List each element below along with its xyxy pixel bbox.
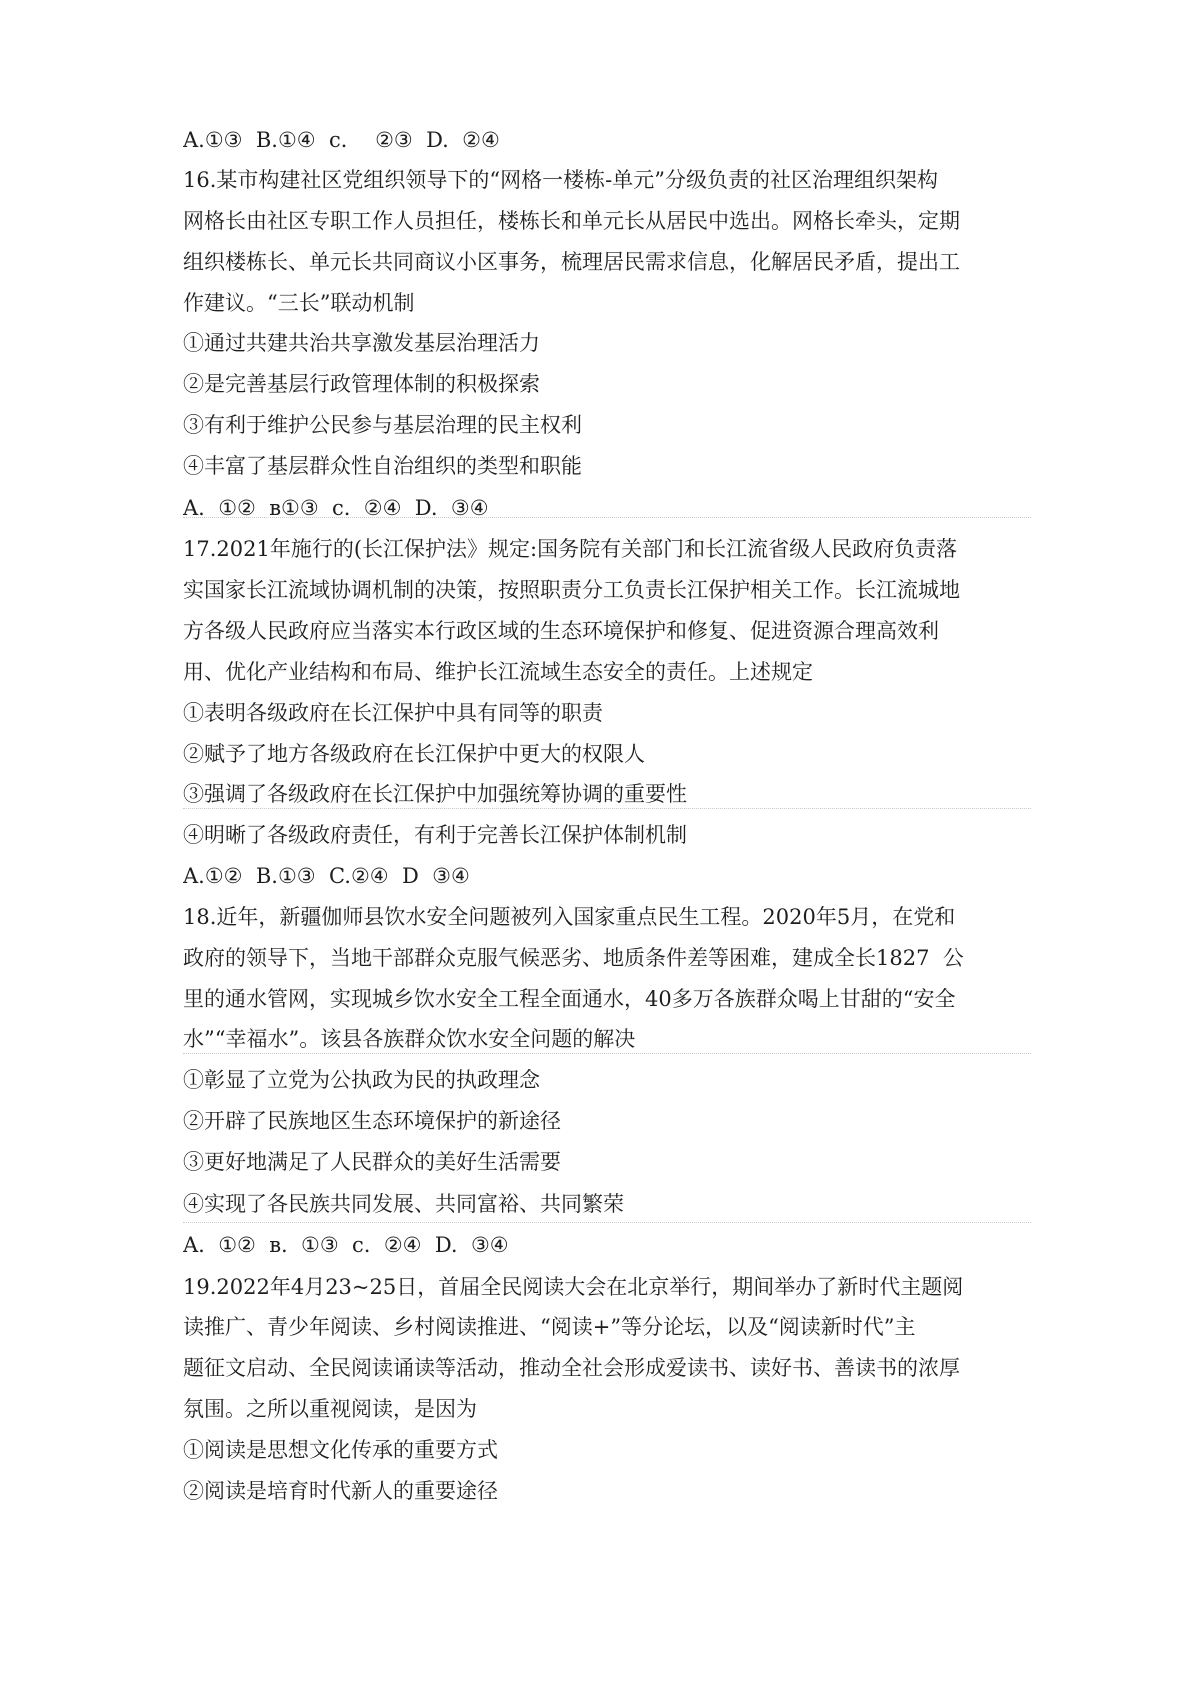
question-19-text: 题征文启动、全民阅读诵读等活动，推动全社会形成爱读书、读好书、善读书的浓厚	[183, 1356, 960, 1380]
question-17-statement: ④明晰了各级政府责任，有利于完善长江保护体制机制	[183, 823, 687, 847]
dotted-divider	[183, 517, 1031, 518]
dotted-divider	[183, 1053, 1031, 1054]
question-19-text: 氛围。之所以重视阅读，是因为	[183, 1397, 477, 1421]
question-16-statement: ③有利于维护公民参与基层治理的民主权利	[183, 413, 582, 437]
question-17-statement: ③强调了各级政府在长江保护中加强统筹协调的重要性	[183, 782, 687, 806]
question-17-text: 方各级人民政府应当落实本行政区域的生态环境保护和修复、促进资源合理高效利	[183, 619, 939, 643]
answer-options-18: A. ①② ʙ. ①③ c. ②④ D. ③④	[183, 1233, 509, 1257]
question-17-text: 17.2021年施行的(长江保护法》规定:国务院有关部门和长江流省级人民政府负责落	[183, 537, 958, 561]
question-19-text: 19.2022年4月23~25日，首届全民阅读大会在北京举行，期间举办了新时代主题阅	[183, 1275, 964, 1299]
question-16-text: 网格长由社区专职工作人员担任，楼栋长和单元长从居民中选出。网格长牵头，定期	[183, 209, 960, 233]
answer-options-16: A. ①② ʙ①③ c. ②④ D. ③④	[183, 496, 489, 520]
question-18-text: 政府的领导下，当地干部群众克服气候恶劣、地质条件差等困难，建成全长1827 公	[183, 946, 964, 970]
question-16-text: 组织楼栋长、单元长共同商议小区事务，梳理居民需求信息，化解居民矛盾，提出工	[183, 250, 960, 274]
question-17-text: 实国家长江流域协调机制的决策，按照职责分工负责长江保护相关工作。长江流城地	[183, 578, 960, 602]
question-19-statement: ①阅读是思想文化传承的重要方式	[183, 1438, 498, 1462]
dotted-divider	[183, 808, 1031, 809]
question-17-text: 用、优化产业结构和布局、维护长江流域生态安全的责任。上述规定	[183, 660, 813, 684]
question-18-text: 18.近年，新疆伽师县饮水安全问题被列入国家重点民生工程。2020年5月，在党和	[183, 905, 956, 929]
question-19-statement: ②阅读是培育时代新人的重要途径	[183, 1479, 498, 1503]
question-18-statement: ③更好地满足了人民群众的美好生活需要	[183, 1150, 561, 1174]
question-18-text: 水”“幸福水”。该县各族群众饮水安全问题的解决	[183, 1027, 636, 1051]
question-18-statement: ④实现了各民族共同发展、共同富裕、共同繁荣	[183, 1192, 624, 1216]
question-17-statement: ②赋予了地方各级政府在长江保护中更大的权限人	[183, 742, 645, 766]
question-18-statement: ①彰显了立党为公执政为民的执政理念	[183, 1068, 540, 1092]
question-19-text: 读推广、青少年阅读、乡村阅读推进、“阅读+”等分论坛，以及“阅读新时代”主	[183, 1315, 916, 1339]
question-16-statement: ②是完善基层行政管理体制的积极探索	[183, 372, 540, 396]
dotted-divider	[183, 1222, 1031, 1223]
question-18-text: 里的通水管网，实现城乡饮水安全工程全面通水，40多万各族群众喝上甘甜的“安全	[183, 987, 956, 1011]
question-16-text: 作建议。“三长”联动机制	[183, 291, 415, 315]
question-16-statement: ④丰富了基层群众性自治组织的类型和职能	[183, 454, 582, 478]
question-18-statement: ②开辟了民族地区生态环境保护的新途径	[183, 1109, 561, 1133]
answer-options-15: A.①③ B.①④ c． ②③ D. ②④	[183, 128, 500, 152]
question-16-statement: ①通过共建共治共享激发基层治理活力	[183, 331, 540, 355]
question-16-text: 16.某市构建社区党组织领导下的“网格一楼栋-单元”分级负责的社区治理组织架构	[183, 168, 938, 192]
question-17-statement: ①表明各级政府在长江保护中具有同等的职责	[183, 701, 603, 725]
answer-options-17: A.①② B.①③ C.②④ D ③④	[183, 864, 470, 888]
